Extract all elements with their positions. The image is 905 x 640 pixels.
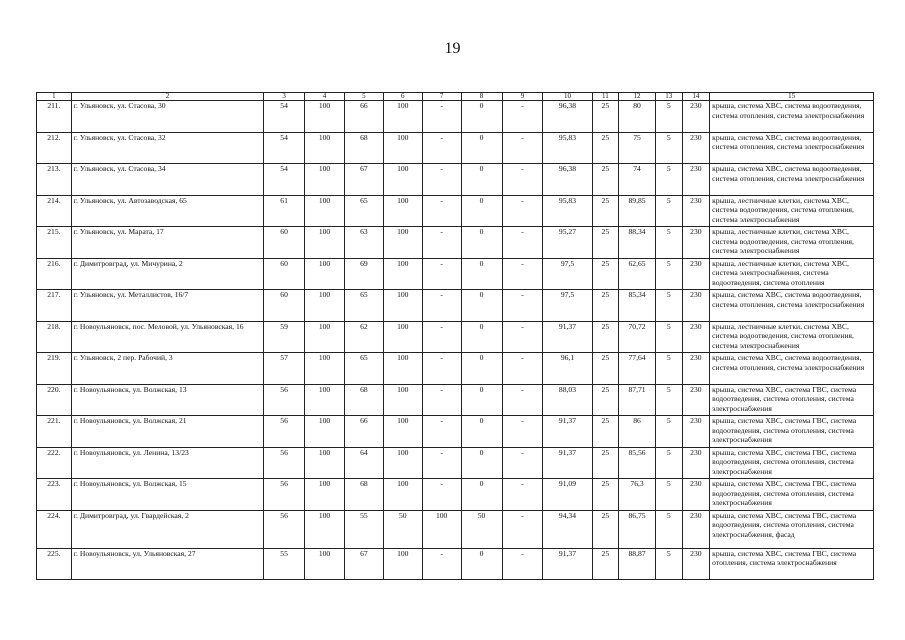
address: г. Новоульяновск, ул. Волжская, 13 bbox=[71, 384, 263, 416]
cell-col-8: 0 bbox=[461, 479, 502, 511]
cell-col-8: 0 bbox=[461, 195, 502, 227]
cell-col-12: 85,34 bbox=[619, 290, 656, 322]
cell-col-8: 0 bbox=[461, 132, 502, 164]
cell-col-9: - bbox=[502, 227, 543, 259]
page-number: 19 bbox=[444, 40, 461, 57]
cell-col-12: 85,56 bbox=[619, 447, 656, 479]
cell-col-13: 5 bbox=[655, 164, 682, 196]
col-header: 15 bbox=[710, 93, 874, 101]
cell-col-13: 5 bbox=[655, 447, 682, 479]
cell-col-13: 5 bbox=[655, 510, 682, 548]
cell-col-7: 100 bbox=[422, 510, 461, 548]
cell-col-7: - bbox=[422, 195, 461, 227]
col-header: 4 bbox=[305, 93, 345, 101]
cell-col-5: 62 bbox=[344, 321, 383, 353]
cell-col-6: 100 bbox=[383, 384, 422, 416]
works-list: крыша, система ХВС, система ГВС, система водоотведения, система отопления, система электроснабжения bbox=[710, 479, 874, 511]
cell-col-4: 100 bbox=[305, 548, 345, 580]
row-number: 216. bbox=[37, 258, 72, 290]
cell-col-3: 55 bbox=[264, 548, 305, 580]
row-number: 213. bbox=[37, 164, 72, 196]
cell-col-10: 94,34 bbox=[543, 510, 592, 548]
cell-col-11: 25 bbox=[592, 101, 619, 133]
cell-col-12: 62,65 bbox=[619, 258, 656, 290]
col-header: 12 bbox=[619, 93, 656, 101]
cell-col-5: 65 bbox=[344, 353, 383, 385]
cell-col-12: 77,64 bbox=[619, 353, 656, 385]
address: г. Ульяновск, ул. Металлистов, 16/7 bbox=[71, 290, 263, 322]
address: г. Новоульяновск, ул. Ульяновская, 27 bbox=[71, 548, 263, 580]
cell-col-8: 50 bbox=[461, 510, 502, 548]
cell-col-8: 0 bbox=[461, 416, 502, 448]
cell-col-11: 25 bbox=[592, 510, 619, 548]
cell-col-9: - bbox=[502, 290, 543, 322]
cell-col-5: 68 bbox=[344, 132, 383, 164]
cell-col-6: 100 bbox=[383, 101, 422, 133]
cell-col-5: 63 bbox=[344, 227, 383, 259]
table-row bbox=[37, 548, 874, 580]
cell-col-10: 97,5 bbox=[543, 290, 592, 322]
cell-col-6: 100 bbox=[383, 321, 422, 353]
row-number: 211. bbox=[37, 101, 72, 133]
cell-col-10: 97,5 bbox=[543, 258, 592, 290]
cell-col-3: 56 bbox=[264, 510, 305, 548]
cell-col-9: - bbox=[502, 321, 543, 353]
row-number: 215. bbox=[37, 227, 72, 259]
cell-col-8: 0 bbox=[461, 290, 502, 322]
cell-col-13: 5 bbox=[655, 195, 682, 227]
cell-col-9: - bbox=[502, 510, 543, 548]
cell-col-4: 100 bbox=[305, 510, 345, 548]
cell-col-3: 56 bbox=[264, 447, 305, 479]
cell-col-14: 230 bbox=[682, 384, 710, 416]
cell-col-9: - bbox=[502, 258, 543, 290]
address: г. Новоульяновск, ул. Волжская, 21 bbox=[71, 416, 263, 448]
cell-col-3: 57 bbox=[264, 353, 305, 385]
col-header: 8 bbox=[461, 93, 502, 101]
cell-col-6: 100 bbox=[383, 479, 422, 511]
table-row bbox=[37, 479, 874, 511]
cell-col-9: - bbox=[502, 384, 543, 416]
row-number: 224. bbox=[37, 510, 72, 548]
cell-col-10: 91,37 bbox=[543, 416, 592, 448]
table-row bbox=[37, 384, 874, 416]
cell-col-3: 54 bbox=[264, 101, 305, 133]
cell-col-10: 91,37 bbox=[543, 548, 592, 580]
cell-col-14: 230 bbox=[682, 132, 710, 164]
cell-col-13: 5 bbox=[655, 132, 682, 164]
cell-col-13: 5 bbox=[655, 548, 682, 580]
cell-col-14: 230 bbox=[682, 353, 710, 385]
works-list: крыша, система ХВС, система ГВС, система водоотведения, система отопления, система электроснабжения bbox=[710, 447, 874, 479]
table-row bbox=[37, 447, 874, 479]
cell-col-14: 230 bbox=[682, 479, 710, 511]
cell-col-5: 68 bbox=[344, 384, 383, 416]
cell-col-7: - bbox=[422, 447, 461, 479]
cell-col-7: - bbox=[422, 353, 461, 385]
cell-col-3: 54 bbox=[264, 132, 305, 164]
cell-col-12: 88,87 bbox=[619, 548, 656, 580]
works-list: крыша, система ХВС, система водоотведения, система отопления, система электроснабжения bbox=[710, 132, 874, 164]
cell-col-5: 64 bbox=[344, 447, 383, 479]
cell-col-12: 80 bbox=[619, 101, 656, 133]
works-list: крыша, система ХВС, система ГВС, система водоотведения, система отопления, система электроснабжения, фасад bbox=[710, 510, 874, 548]
cell-col-6: 100 bbox=[383, 132, 422, 164]
works-list: крыша, система ХВС, система водоотведения, система отопления, система электроснабжения bbox=[710, 353, 874, 385]
cell-col-7: - bbox=[422, 258, 461, 290]
cell-col-8: 0 bbox=[461, 548, 502, 580]
cell-col-4: 100 bbox=[305, 101, 345, 133]
cell-col-8: 0 bbox=[461, 227, 502, 259]
cell-col-8: 0 bbox=[461, 258, 502, 290]
cell-col-5: 55 bbox=[344, 510, 383, 548]
cell-col-11: 25 bbox=[592, 416, 619, 448]
cell-col-10: 95,83 bbox=[543, 195, 592, 227]
address: г. Ульяновск, ул. Автозаводская, 65 bbox=[71, 195, 263, 227]
address: г. Ульяновск, 2 пер. Рабочий, 3 bbox=[71, 353, 263, 385]
cell-col-8: 0 bbox=[461, 353, 502, 385]
col-header: 10 bbox=[543, 93, 592, 101]
cell-col-7: - bbox=[422, 479, 461, 511]
table-row bbox=[37, 510, 874, 548]
col-header: 2 bbox=[71, 93, 263, 101]
cell-col-11: 25 bbox=[592, 548, 619, 580]
cell-col-6: 100 bbox=[383, 353, 422, 385]
row-number: 225. bbox=[37, 548, 72, 580]
table-row bbox=[37, 321, 874, 353]
cell-col-12: 86,75 bbox=[619, 510, 656, 548]
col-header: 14 bbox=[682, 93, 710, 101]
cell-col-13: 5 bbox=[655, 258, 682, 290]
table-row bbox=[37, 227, 874, 259]
cell-col-11: 25 bbox=[592, 353, 619, 385]
cell-col-4: 100 bbox=[305, 132, 345, 164]
cell-col-11: 25 bbox=[592, 164, 619, 196]
cell-col-5: 65 bbox=[344, 290, 383, 322]
cell-col-5: 67 bbox=[344, 164, 383, 196]
cell-col-8: 0 bbox=[461, 164, 502, 196]
table-row bbox=[37, 290, 874, 322]
cell-col-7: - bbox=[422, 548, 461, 580]
row-number: 220. bbox=[37, 384, 72, 416]
cell-col-11: 25 bbox=[592, 384, 619, 416]
cell-col-4: 100 bbox=[305, 384, 345, 416]
cell-col-9: - bbox=[502, 479, 543, 511]
works-list: крыша, лестничные клетки, система ХВС, система водоотведения, система отопления, система электроснабжения bbox=[710, 321, 874, 353]
cell-col-6: 100 bbox=[383, 195, 422, 227]
cell-col-12: 86 bbox=[619, 416, 656, 448]
works-list: крыша, система ХВС, система ГВС, система отопления, система электроснабжения bbox=[710, 548, 874, 580]
cell-col-12: 89,85 bbox=[619, 195, 656, 227]
cell-col-12: 88,34 bbox=[619, 227, 656, 259]
row-number: 217. bbox=[37, 290, 72, 322]
cell-col-13: 5 bbox=[655, 227, 682, 259]
table-row bbox=[37, 195, 874, 227]
cell-col-14: 230 bbox=[682, 510, 710, 548]
address: г. Новоульяновск, ул. Волжская, 15 bbox=[71, 479, 263, 511]
cell-col-4: 100 bbox=[305, 321, 345, 353]
row-number: 221. bbox=[37, 416, 72, 448]
housing-repair-table bbox=[36, 92, 874, 580]
table-row bbox=[37, 416, 874, 448]
table-row bbox=[37, 258, 874, 290]
col-header: 3 bbox=[264, 93, 305, 101]
cell-col-4: 100 bbox=[305, 290, 345, 322]
cell-col-10: 96,1 bbox=[543, 353, 592, 385]
cell-col-4: 100 bbox=[305, 164, 345, 196]
cell-col-14: 230 bbox=[682, 258, 710, 290]
cell-col-4: 100 bbox=[305, 353, 345, 385]
address: г. Димитровград, ул. Мичурина, 2 bbox=[71, 258, 263, 290]
address: г. Новоульяновск, пос. Меловой, ул. Ульяновская, 16 bbox=[71, 321, 263, 353]
cell-col-8: 0 bbox=[461, 101, 502, 133]
cell-col-9: - bbox=[502, 353, 543, 385]
cell-col-9: - bbox=[502, 416, 543, 448]
row-number: 212. bbox=[37, 132, 72, 164]
cell-col-7: - bbox=[422, 384, 461, 416]
cell-col-11: 25 bbox=[592, 290, 619, 322]
cell-col-11: 25 bbox=[592, 258, 619, 290]
cell-col-14: 230 bbox=[682, 447, 710, 479]
cell-col-5: 65 bbox=[344, 195, 383, 227]
cell-col-13: 5 bbox=[655, 384, 682, 416]
cell-col-8: 0 bbox=[461, 447, 502, 479]
row-number: 214. bbox=[37, 195, 72, 227]
address: г. Ульяновск, ул. Стасова, 32 bbox=[71, 132, 263, 164]
cell-col-11: 25 bbox=[592, 227, 619, 259]
cell-col-9: - bbox=[502, 447, 543, 479]
cell-col-7: - bbox=[422, 164, 461, 196]
cell-col-5: 69 bbox=[344, 258, 383, 290]
cell-col-13: 5 bbox=[655, 416, 682, 448]
cell-col-4: 100 bbox=[305, 227, 345, 259]
cell-col-13: 5 bbox=[655, 479, 682, 511]
cell-col-10: 95,27 bbox=[543, 227, 592, 259]
cell-col-14: 230 bbox=[682, 548, 710, 580]
cell-col-7: - bbox=[422, 227, 461, 259]
cell-col-3: 61 bbox=[264, 195, 305, 227]
cell-col-6: 100 bbox=[383, 548, 422, 580]
cell-col-13: 5 bbox=[655, 290, 682, 322]
cell-col-10: 96,38 bbox=[543, 101, 592, 133]
cell-col-9: - bbox=[502, 164, 543, 196]
table-row bbox=[37, 164, 874, 196]
cell-col-11: 25 bbox=[592, 479, 619, 511]
cell-col-14: 230 bbox=[682, 101, 710, 133]
col-header: 13 bbox=[655, 93, 682, 101]
address: г. Димитровград, ул. Гвардейская, 2 bbox=[71, 510, 263, 548]
cell-col-5: 67 bbox=[344, 548, 383, 580]
cell-col-13: 5 bbox=[655, 321, 682, 353]
works-list: крыша, система ХВС, система ГВС, система водоотведения, система отопления, система электроснабжения bbox=[710, 416, 874, 448]
cell-col-7: - bbox=[422, 132, 461, 164]
cell-col-11: 25 bbox=[592, 195, 619, 227]
cell-col-14: 230 bbox=[682, 227, 710, 259]
cell-col-14: 230 bbox=[682, 290, 710, 322]
address: г. Ульяновск, ул. Марата, 17 bbox=[71, 227, 263, 259]
col-header: 5 bbox=[344, 93, 383, 101]
col-header: 6 bbox=[383, 93, 422, 101]
cell-col-12: 74 bbox=[619, 164, 656, 196]
col-header: 9 bbox=[502, 93, 543, 101]
works-list: крыша, лестничные клетки, система ХВС, система электроснабжения, система водоотведения, система отопления bbox=[710, 258, 874, 290]
cell-col-11: 25 bbox=[592, 132, 619, 164]
cell-col-14: 230 bbox=[682, 195, 710, 227]
cell-col-7: - bbox=[422, 290, 461, 322]
cell-col-10: 96,38 bbox=[543, 164, 592, 196]
cell-col-3: 59 bbox=[264, 321, 305, 353]
cell-col-5: 68 bbox=[344, 479, 383, 511]
address: г. Новоульяновск, ул. Ленина, 13/23 bbox=[71, 447, 263, 479]
cell-col-6: 100 bbox=[383, 164, 422, 196]
cell-col-13: 5 bbox=[655, 353, 682, 385]
cell-col-9: - bbox=[502, 548, 543, 580]
cell-col-5: 66 bbox=[344, 101, 383, 133]
row-number: 218. bbox=[37, 321, 72, 353]
cell-col-3: 56 bbox=[264, 416, 305, 448]
cell-col-4: 100 bbox=[305, 447, 345, 479]
header-row bbox=[37, 93, 874, 101]
cell-col-14: 230 bbox=[682, 416, 710, 448]
cell-col-10: 91,37 bbox=[543, 447, 592, 479]
cell-col-3: 56 bbox=[264, 479, 305, 511]
cell-col-13: 5 bbox=[655, 101, 682, 133]
address: г. Ульяновск, ул. Стасова, 34 bbox=[71, 164, 263, 196]
cell-col-10: 91,09 bbox=[543, 479, 592, 511]
cell-col-8: 0 bbox=[461, 321, 502, 353]
cell-col-11: 25 bbox=[592, 447, 619, 479]
works-list: крыша, система ХВС, система ГВС, система водоотведения, система отопления, система электроснабжения bbox=[710, 384, 874, 416]
cell-col-3: 60 bbox=[264, 290, 305, 322]
cell-col-9: - bbox=[502, 101, 543, 133]
cell-col-5: 66 bbox=[344, 416, 383, 448]
col-header: 1 bbox=[37, 93, 72, 101]
cell-col-6: 100 bbox=[383, 227, 422, 259]
cell-col-10: 91,37 bbox=[543, 321, 592, 353]
cell-col-7: - bbox=[422, 101, 461, 133]
col-header: 7 bbox=[422, 93, 461, 101]
cell-col-12: 70,72 bbox=[619, 321, 656, 353]
cell-col-14: 230 bbox=[682, 321, 710, 353]
cell-col-4: 100 bbox=[305, 416, 345, 448]
cell-col-9: - bbox=[502, 195, 543, 227]
address: г. Ульяновск, ул. Стасова, 30 bbox=[71, 101, 263, 133]
cell-col-3: 60 bbox=[264, 227, 305, 259]
works-list: крыша, лестничные клетки, система ХВС, система водоотведения, система отопления, система электроснабжения bbox=[710, 195, 874, 227]
cell-col-4: 100 bbox=[305, 258, 345, 290]
row-number: 219. bbox=[37, 353, 72, 385]
works-list: крыша, лестничные клетки, система ХВС, система водоотведения, система отопления, система электроснабжения bbox=[710, 227, 874, 259]
cell-col-12: 75 bbox=[619, 132, 656, 164]
cell-col-8: 0 bbox=[461, 384, 502, 416]
works-list: крыша, система ХВС, система водоотведения, система отопления, система электроснабжения bbox=[710, 101, 874, 133]
cell-col-10: 88,03 bbox=[543, 384, 592, 416]
row-number: 222. bbox=[37, 447, 72, 479]
cell-col-3: 54 bbox=[264, 164, 305, 196]
cell-col-7: - bbox=[422, 321, 461, 353]
row-number: 223. bbox=[37, 479, 72, 511]
cell-col-6: 100 bbox=[383, 447, 422, 479]
cell-col-12: 87,71 bbox=[619, 384, 656, 416]
cell-col-10: 95,83 bbox=[543, 132, 592, 164]
table-row bbox=[37, 132, 874, 164]
cell-col-6: 100 bbox=[383, 258, 422, 290]
cell-col-4: 100 bbox=[305, 479, 345, 511]
cell-col-7: - bbox=[422, 416, 461, 448]
table-row bbox=[37, 101, 874, 133]
cell-col-3: 60 bbox=[264, 258, 305, 290]
cell-col-6: 50 bbox=[383, 510, 422, 548]
cell-col-9: - bbox=[502, 132, 543, 164]
cell-col-12: 76,3 bbox=[619, 479, 656, 511]
cell-col-6: 100 bbox=[383, 290, 422, 322]
col-header: 11 bbox=[592, 93, 619, 101]
cell-col-3: 56 bbox=[264, 384, 305, 416]
works-list: крыша, система ХВС, система водоотведения, система отопления, система электроснабжения bbox=[710, 290, 874, 322]
works-list: крыша, система ХВС, система водоотведения, система отопления, система электроснабжения bbox=[710, 164, 874, 196]
table-row bbox=[37, 353, 874, 385]
cell-col-6: 100 bbox=[383, 416, 422, 448]
cell-col-11: 25 bbox=[592, 321, 619, 353]
cell-col-4: 100 bbox=[305, 195, 345, 227]
cell-col-14: 230 bbox=[682, 164, 710, 196]
